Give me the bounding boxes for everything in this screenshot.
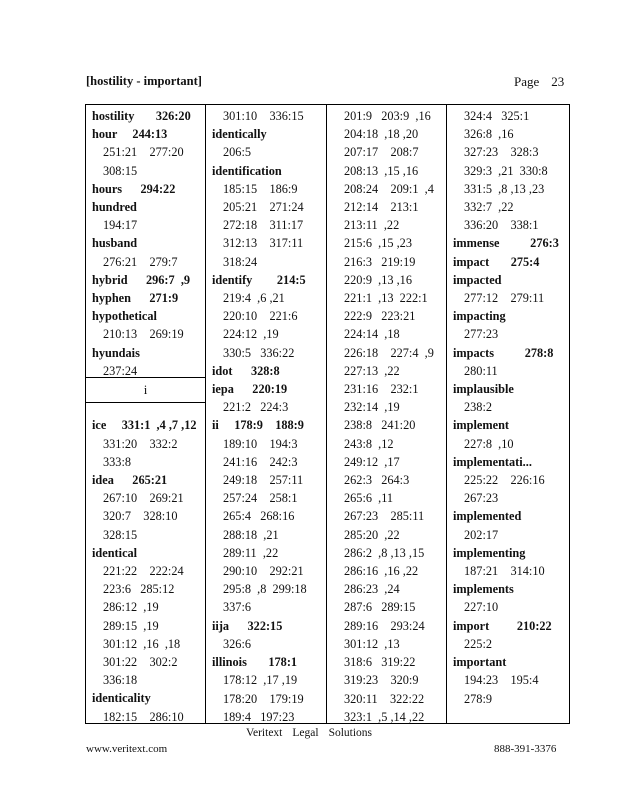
page-number: 23 — [551, 74, 565, 89]
index-references: 289:16 293:24 — [344, 618, 425, 633]
index-references: 277:12 279:11 — [464, 291, 545, 306]
index-references: 301:22 302:2 — [103, 655, 178, 670]
index-references: 289:11 ,22 — [223, 545, 279, 560]
index-term: illinois 178:1 — [212, 655, 298, 670]
index-references: 257:24 258:1 — [223, 491, 298, 506]
index-references: 210:13 269:19 — [103, 327, 184, 342]
index-references: 324:4 325:1 — [464, 109, 530, 123]
footer-word: Legal — [292, 727, 319, 739]
index-references: 336:18 — [103, 673, 138, 688]
index-references: 265:6 ,11 — [344, 491, 394, 506]
index-term: hour 244:13 — [92, 127, 168, 142]
index-references: 278:9 — [464, 691, 493, 706]
index-references: 267:23 285:11 — [344, 509, 425, 524]
index-references: 227:8 ,10 — [464, 436, 514, 451]
index-term: idea 265:21 — [92, 473, 168, 488]
index-references: 226:18 227:4 ,9 — [344, 345, 434, 360]
index-references: 267:10 269:21 — [103, 491, 184, 506]
index-references: 238:2 — [464, 400, 493, 415]
index-references: 215:6 ,15 ,23 — [344, 236, 412, 251]
index-term: identically — [212, 127, 267, 142]
index-references: 286:12 ,19 — [103, 600, 159, 615]
index-references: 208:24 209:1 ,4 — [344, 181, 434, 196]
index-term: ice 331:1 ,4 ,7 ,12 — [92, 418, 197, 433]
index-references: 336:20 338:1 — [464, 218, 539, 233]
index-term: hybrid 296:7 ,9 — [92, 272, 191, 287]
index-references: 318:24 — [223, 254, 258, 269]
index-references: 285:20 ,22 — [344, 527, 400, 542]
index-references: 272:18 311:17 — [223, 218, 304, 233]
index-references: 289:15 ,19 — [103, 618, 159, 633]
index-references: 301:12 ,13 — [344, 636, 400, 651]
index-term: hyundais — [92, 345, 140, 360]
index-references: 219:4 ,6 ,21 — [223, 291, 285, 306]
index-references: 221:2 224:3 — [223, 400, 289, 415]
index-references: 194:23 195:4 — [464, 673, 539, 688]
index-references: 265:4 268:16 — [223, 509, 295, 524]
index-references: 224:14 ,18 — [344, 327, 400, 342]
index-column-1 — [86, 104, 204, 724]
index-references: 337:6 — [223, 600, 252, 615]
index-references: 213:11 ,22 — [344, 218, 400, 233]
index-references: 227:10 — [464, 600, 499, 615]
index-references: 249:12 ,17 — [344, 454, 400, 469]
index-column-2 — [206, 104, 325, 724]
index-references: 333:8 — [103, 454, 132, 469]
index-references: 329:3 ,21 330:8 — [464, 163, 548, 178]
index-references: 319:23 320:9 — [344, 673, 419, 688]
index-references: 216:3 219:19 — [344, 254, 416, 269]
index-term: important — [453, 655, 507, 670]
index-column-3 — [327, 104, 445, 724]
index-references: 225:22 226:16 — [464, 473, 545, 488]
index-references: 221:22 222:24 — [103, 564, 184, 579]
index-references: 290:10 292:21 — [223, 564, 304, 579]
index-references: 232:14 ,19 — [344, 400, 400, 415]
index-references: 286:23 ,24 — [344, 582, 400, 597]
index-term: implemented — [453, 509, 522, 524]
index-references: 178:12 ,17 ,19 — [223, 673, 298, 688]
index-references: 331:5 ,8 ,13 ,23 — [464, 181, 545, 196]
index-term: impacts 278:8 — [453, 345, 554, 360]
index-references: 262:3 264:3 — [344, 473, 410, 488]
index-references: 189:4 197:23 — [223, 709, 295, 724]
index-references: 241:16 242:3 — [223, 454, 298, 469]
index-references: 204:18 ,18 ,20 — [344, 127, 419, 142]
index-references: 276:21 279:7 — [103, 254, 178, 269]
index-references: 220:9 ,13 ,16 — [344, 272, 412, 287]
index-term: iepa 220:19 — [212, 382, 288, 397]
index-references: 208:13 ,15 ,16 — [344, 163, 419, 178]
index-term: hours 294:22 — [92, 181, 176, 196]
index-references: 332:7 ,22 — [464, 200, 514, 215]
index-term: impact 275:4 — [453, 254, 540, 269]
index-term: impacting — [453, 309, 506, 324]
index-references: 205:21 271:24 — [223, 200, 304, 215]
index-term: implementati... — [453, 454, 532, 469]
index-references: 201:9 203:9 ,16 — [344, 109, 431, 123]
index-term: hypothetical — [92, 309, 157, 324]
page-number-header — [514, 74, 564, 90]
index-references: 223:6 285:12 — [103, 582, 175, 597]
index-term: idot 328:8 — [212, 363, 280, 378]
index-references: 222:9 223:21 — [344, 309, 416, 324]
footer-website: www.veritext.com — [86, 743, 168, 755]
index-references: 206:5 — [223, 145, 252, 160]
index-references: 328:15 — [103, 527, 138, 542]
footer-word: Solutions — [328, 727, 373, 739]
index-references: 202:17 — [464, 527, 499, 542]
index-references: 187:21 314:10 — [464, 564, 545, 579]
index-references: 238:8 241:20 — [344, 418, 416, 433]
index-term: hyphen 271:9 — [92, 291, 179, 306]
index-column-4 — [447, 104, 567, 724]
index-references: 189:10 194:3 — [223, 436, 298, 451]
index-references: 182:15 286:10 — [103, 709, 184, 724]
index-references: 301:12 ,16 ,18 — [103, 636, 181, 651]
footer-company — [0, 727, 618, 739]
index-references: 249:18 257:11 — [223, 473, 304, 488]
index-term: hostility 326:20 — [92, 109, 191, 123]
page-range-header: [hostility - important] — [86, 74, 202, 88]
index-references: 320:11 322:22 — [344, 691, 425, 706]
index-term: implements — [453, 582, 514, 597]
index-references: 212:14 213:1 — [344, 200, 419, 215]
index-term: immense 276:3 — [453, 236, 559, 251]
index-references: 221:1 ,13 222:1 — [344, 291, 428, 306]
index-references: 327:23 328:3 — [464, 145, 539, 160]
index-references: 227:13 ,22 — [344, 363, 400, 378]
index-references: 326:8 ,16 — [464, 127, 514, 142]
index-references: 251:21 277:20 — [103, 145, 184, 160]
index-references: 267:23 — [464, 491, 499, 506]
index-term: identical — [92, 545, 138, 560]
index-references: 277:23 — [464, 327, 499, 342]
index-term: implementing — [453, 545, 526, 560]
index-references: 231:16 232:1 — [344, 382, 419, 397]
index-references: 295:8 ,8 299:18 — [223, 582, 307, 597]
spacer — [86, 380, 204, 398]
index-references: 194:17 — [103, 218, 138, 233]
index-term: impacted — [453, 272, 502, 287]
index-term: identicality — [92, 691, 151, 706]
index-references: 185:15 186:9 — [223, 181, 298, 196]
index-references: 287:6 289:15 — [344, 600, 416, 615]
index-term: import 210:22 — [453, 618, 552, 633]
index-term: ii 178:9 188:9 — [212, 418, 304, 433]
index-references: 243:8 ,12 — [344, 436, 394, 451]
index-references: 301:10 336:15 — [223, 109, 304, 123]
index-references: 237:24 — [103, 363, 138, 378]
index-references: 286:2 ,8 ,13 ,15 — [344, 545, 425, 560]
index-references: 207:17 208:7 — [344, 145, 419, 160]
index-term: iija 322:15 — [212, 618, 283, 633]
footer-phone: 888-391-3376 — [494, 743, 557, 755]
index-references: 178:20 179:19 — [223, 691, 304, 706]
index-term: identification — [212, 163, 282, 178]
letter-section-heading: i — [143, 382, 148, 397]
index-term: husband — [92, 236, 138, 251]
footer-word: Veritext — [245, 727, 283, 739]
page-label: Page — [514, 74, 540, 89]
index-references: 225:2 — [464, 636, 493, 651]
index-references: 323:1 ,5 ,14 ,22 — [344, 709, 425, 724]
index-references: 312:13 317:11 — [223, 236, 304, 251]
index-references: 280:11 — [464, 363, 498, 378]
index-references: 331:20 332:2 — [103, 436, 178, 451]
index-term: hundred — [92, 200, 137, 215]
index-references: 308:15 — [103, 163, 138, 178]
spacer — [86, 398, 204, 416]
index-references: 330:5 336:22 — [223, 345, 295, 360]
index-references: 220:10 221:6 — [223, 309, 298, 324]
index-term: implement — [453, 418, 510, 433]
index-term: implausible — [453, 382, 514, 397]
index-references: 224:12 ,19 — [223, 327, 279, 342]
index-term: identify 214:5 — [212, 272, 306, 287]
index-references: 318:6 319:22 — [344, 655, 416, 670]
index-references: 326:6 — [223, 636, 252, 651]
index-references: 286:16 ,16 ,22 — [344, 564, 419, 579]
index-references: 320:7 328:10 — [103, 509, 178, 524]
index-references: 288:18 ,21 — [223, 527, 279, 542]
